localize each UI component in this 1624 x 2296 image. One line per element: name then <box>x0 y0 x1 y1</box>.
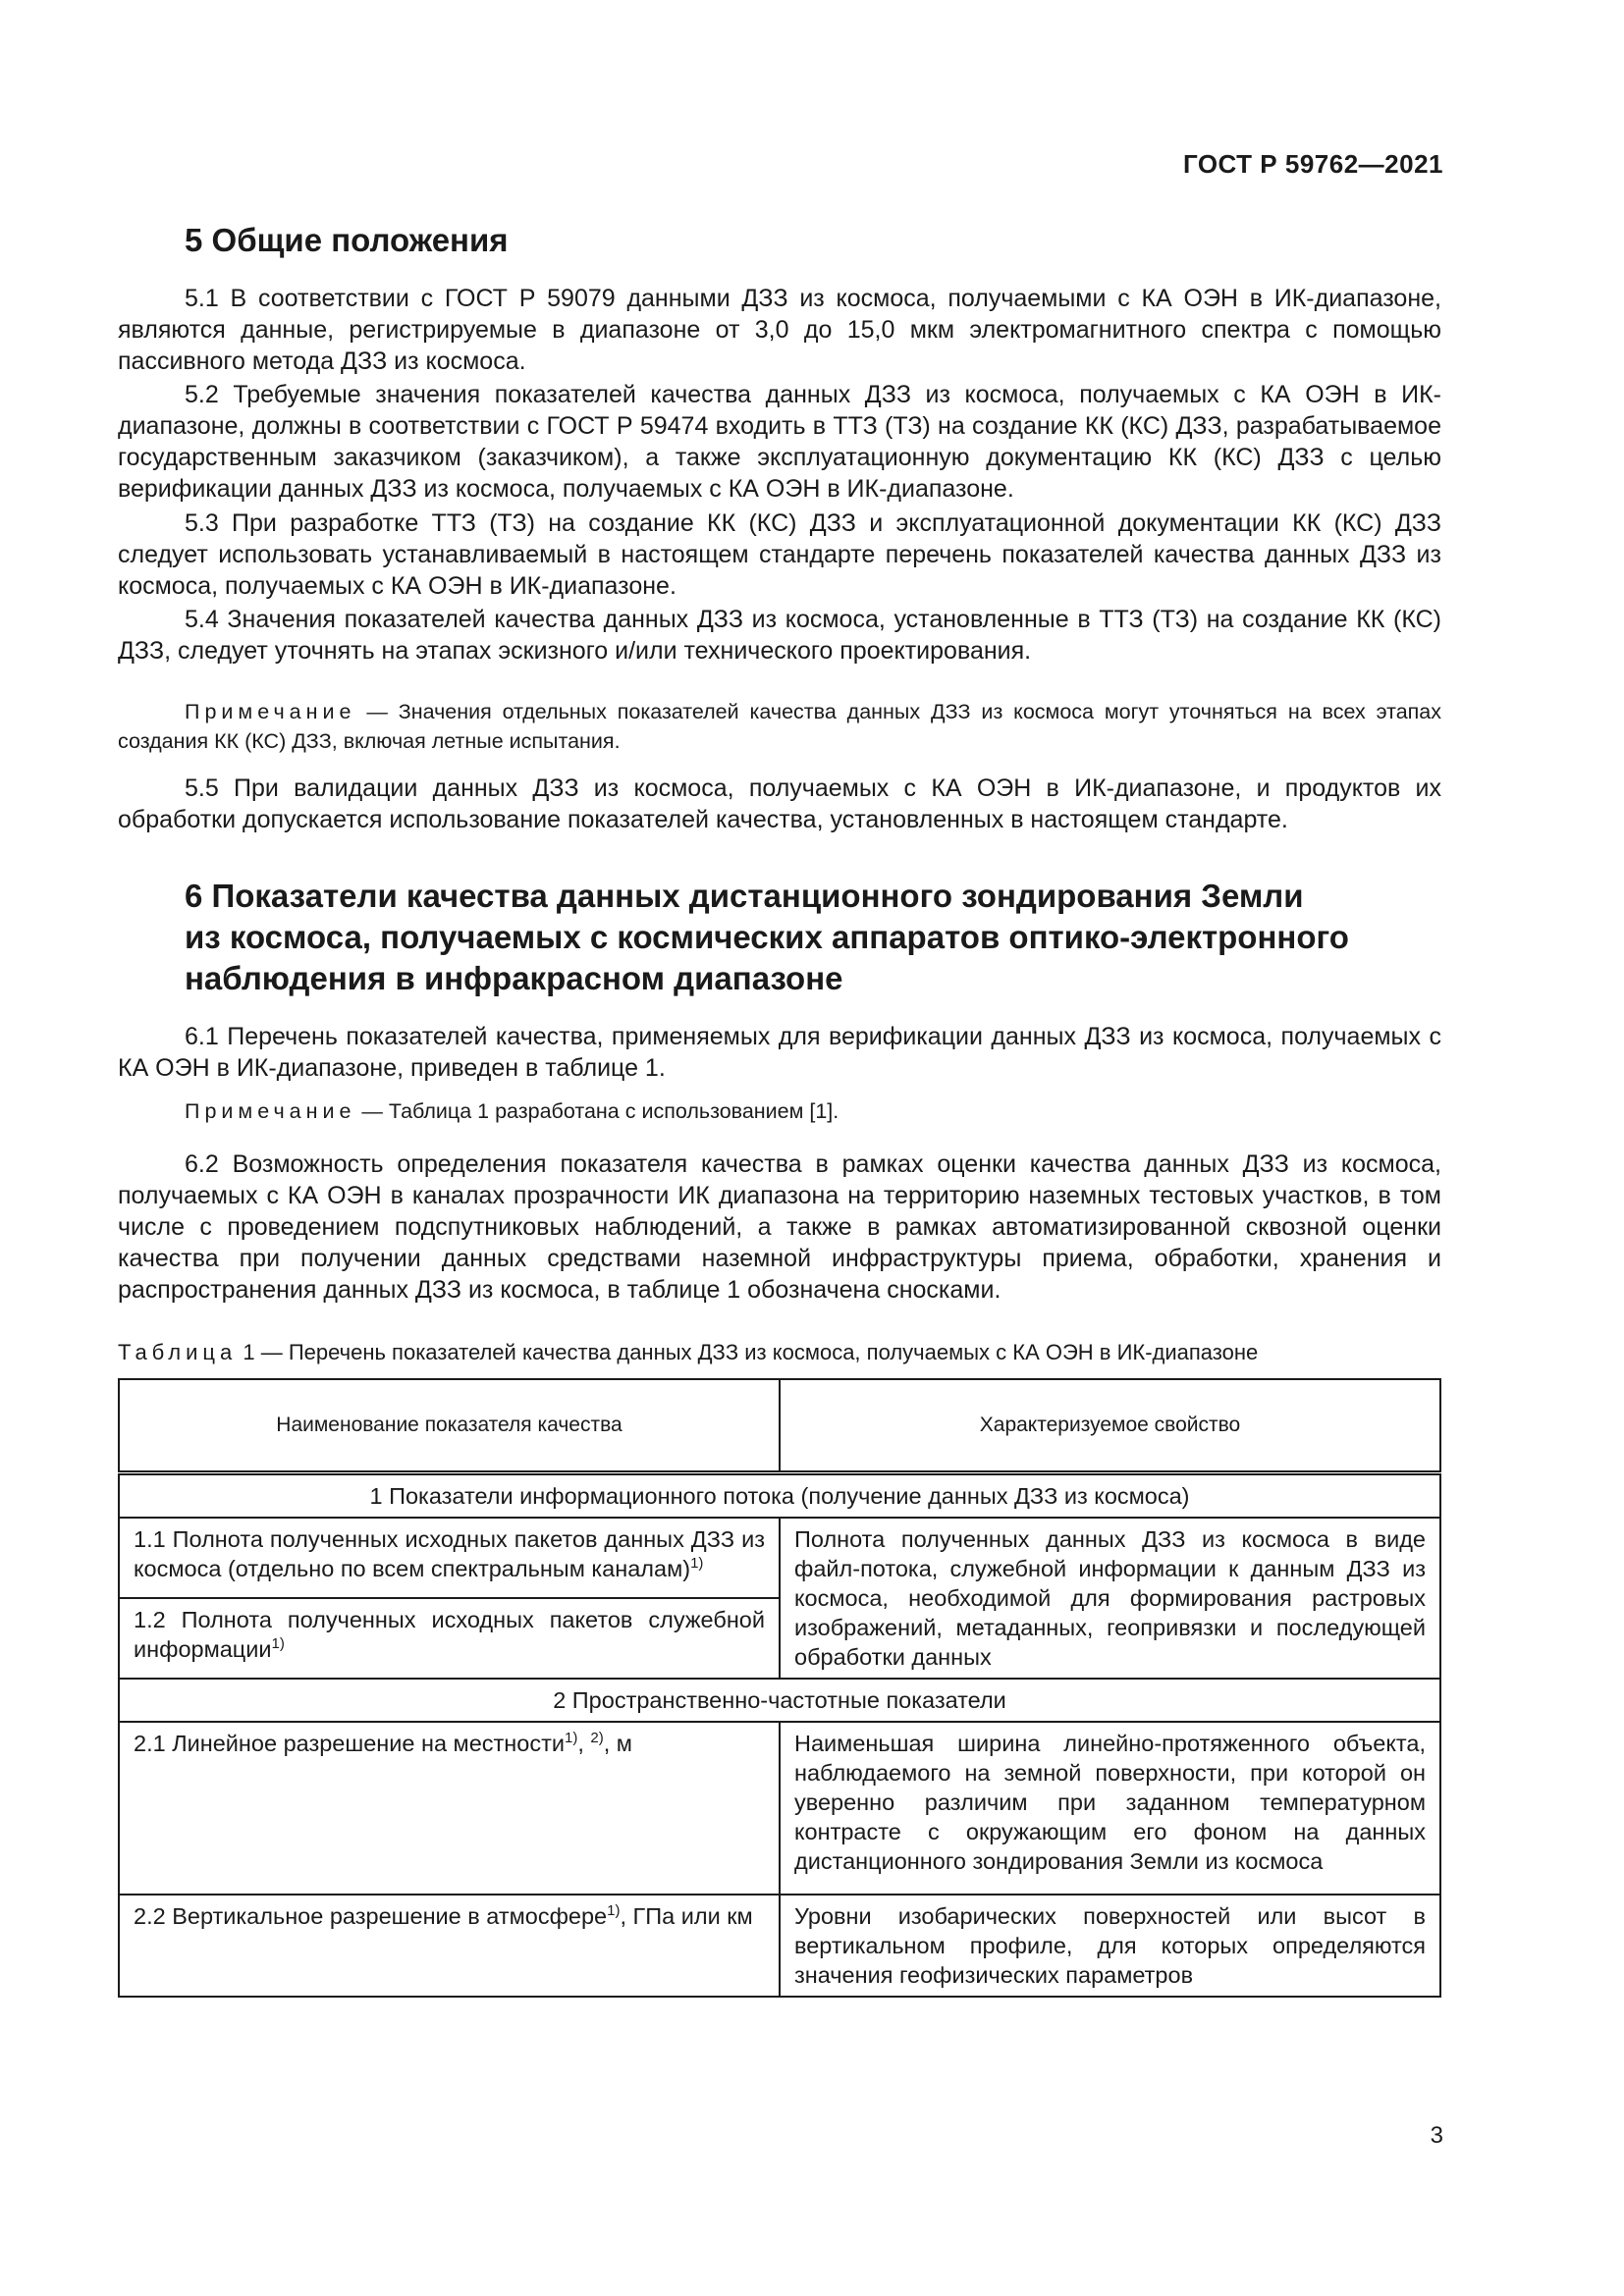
unit: , ГПа или км <box>620 1903 753 1929</box>
table-row <box>119 1722 1440 1895</box>
paragraph-5-3: 5.3 При разработке ТТЗ (ТЗ) на создание КК (КС) ДЗЗ и эксплуатационной документации КК (КС) ДЗЗ следует использовать устанавливаемый в настоящем стандарте перечень показателей качества данных ДЗЗ из космоса, получаемых с КА ОЭН в ИК-диапазоне. <box>118 509 1441 600</box>
column-header-name: Наименование показателя качества <box>119 1379 780 1473</box>
footnote-ref: 1) <box>607 1902 621 1919</box>
footnote-ref: 2) <box>590 1730 604 1746</box>
note-6 <box>118 1096 1441 1126</box>
indicator-text: 2.1 Линейное разрешение на местности <box>134 1731 565 1756</box>
indicator-name-2-2 <box>119 1895 780 1997</box>
note-text: — Значения отдельных показателей качества данных ДЗЗ из космоса могут уточняться на всех этапах создания КК (КС) ДЗЗ, включая летные испытания. <box>118 700 1441 753</box>
paragraph-6-1: 6.1 Перечень показателей качества, применяемых для верификации данных ДЗЗ из космоса, получаемых с КА ОЭН в ИК-диапазоне, приведен в таблице 1. <box>118 1023 1441 1082</box>
indicator-text: 1.2 Полнота полученных исходных пакетов служебной информации <box>134 1607 765 1662</box>
table-caption-text: 1 — Перечень показателей качества данных ДЗЗ из космоса, получаемых с КА ОЭН в ИК-диапазоне <box>237 1340 1259 1364</box>
table-row <box>119 1518 1440 1598</box>
indicator-name-1-2 <box>119 1598 780 1679</box>
note-text: — Таблица 1 разработана с использованием [1]. <box>355 1099 839 1123</box>
indicator-text: 1.1 Полнота полученных исходных пакетов данных ДЗЗ из космоса (отдельно по всем спектральным каналам) <box>134 1526 765 1581</box>
indicator-name-1-1 <box>119 1518 780 1598</box>
unit: , м <box>603 1731 632 1756</box>
table-group-row <box>119 1473 1440 1519</box>
group-title-2: 2 Пространственно-частотные показатели <box>119 1679 1440 1722</box>
table-row <box>119 1895 1440 1997</box>
section-6-title-line-3: наблюдения в инфракрасном диапазоне <box>185 960 843 996</box>
section-6-title-line-1: 6 Показатели качества данных дистанционного зондирования Земли <box>185 878 1304 914</box>
indicator-text: 2.2 Вертикальное разрешение в атмосфере <box>134 1903 608 1929</box>
section-6-title <box>185 876 1451 999</box>
document-code: ГОСТ Р 59762—2021 <box>1182 149 1443 179</box>
table-caption-label: Таблица <box>118 1340 238 1364</box>
quality-indicators-table <box>118 1378 1441 1998</box>
indicator-name-2-1 <box>119 1722 780 1895</box>
paragraph-5-2: 5.2 Требуемые значения показателей качества данных ДЗЗ из космоса, получаемых с КА ОЭН в ИК-диапазоне, должны в соответствии с ГОСТ Р 59474 входить в ТТЗ (ТЗ) на создание КК (КС) ДЗЗ, разрабатываемое государственным заказчиком (заказчиком), а также эксплуатационную документацию КК (КС) ДЗЗ с целью верификации данных ДЗЗ из космоса, получаемых с КА ОЭН в ИК-диапазоне. <box>118 381 1441 503</box>
property-2-2: Уровни изобарических поверхностей или высот в вертикальном профиле, для которых определяются значения геофизических параметров <box>780 1895 1440 1997</box>
section-5-title: 5 Общие положения <box>185 222 509 258</box>
note-label: Примечание <box>185 700 356 723</box>
paragraph-5-5: 5.5 При валидации данных ДЗЗ из космоса, получаемых с КА ОЭН в ИК-диапазоне, и продуктов их обработки допускается использование показателей качества, установленных в настоящем стандарте. <box>118 774 1441 833</box>
note-label: Примечание <box>185 1099 356 1123</box>
table-caption <box>118 1338 1453 1367</box>
footnote-ref: 1) <box>690 1555 704 1572</box>
section-6-title-line-2: из космоса, получаемых с космических аппаратов оптико-электронного <box>185 919 1349 955</box>
paragraph-6-2: 6.2 Возможность определения показателя качества в рамках оценки качества данных ДЗЗ из космоса, получаемых с КА ОЭН в каналах прозрачности ИК диапазона на территорию наземных тестовых участков, в том числе с проведением подспутниковых наблюдений, а также в рамках автоматизированной сквозной оценки качества при получении данных средствами наземной инфраструктуры приема, обработки, хранения и распространения данных ДЗЗ из космоса, в таблице 1 обозначена сносками. <box>118 1150 1441 1304</box>
paragraph-5-1: 5.1 В соответствии с ГОСТ Р 59079 данными ДЗЗ из космоса, получаемыми с КА ОЭН в ИК-диапазоне, являются данные, регистрируемые в диапазоне от 3,0 до 15,0 мкм электромагнитного спектра с помощью пассивного метода ДЗЗ из космоса. <box>118 285 1441 375</box>
separator: , <box>577 1731 591 1756</box>
column-header-property: Характеризуемое свойство <box>780 1379 1440 1473</box>
table-group-row <box>119 1679 1440 1722</box>
property-2-1: Наименьшая ширина линейно-протяженного объекта, наблюдаемого на земной поверхности, при которой он уверенно различим при заданном температурном контрасте с окружающим его фоном на данных дистанционного зондирования Земли из космоса <box>780 1722 1440 1895</box>
footnote-ref: 1) <box>271 1635 285 1652</box>
group-title-1: 1 Показатели информационного потока (получение данных ДЗЗ из космоса) <box>119 1473 1440 1519</box>
page-number: 3 <box>1430 2122 1443 2149</box>
paragraph-5-4: 5.4 Значения показателей качества данных ДЗЗ из космоса, установленные в ТТЗ (ТЗ) на создание КК (КС) ДЗЗ, следует уточнять на этапах эскизного и/или технического проектирования. <box>118 606 1441 665</box>
note-5 <box>118 697 1441 756</box>
table-header-row <box>119 1379 1440 1473</box>
property-1: Полнота полученных данных ДЗЗ из космоса в виде файл-потока, служебной информации к данным ДЗЗ из космоса, необходимой для формирования растровых изображений, метаданных, геопривязки и последующей обработки данных <box>780 1518 1440 1679</box>
footnote-ref: 1) <box>564 1730 578 1746</box>
